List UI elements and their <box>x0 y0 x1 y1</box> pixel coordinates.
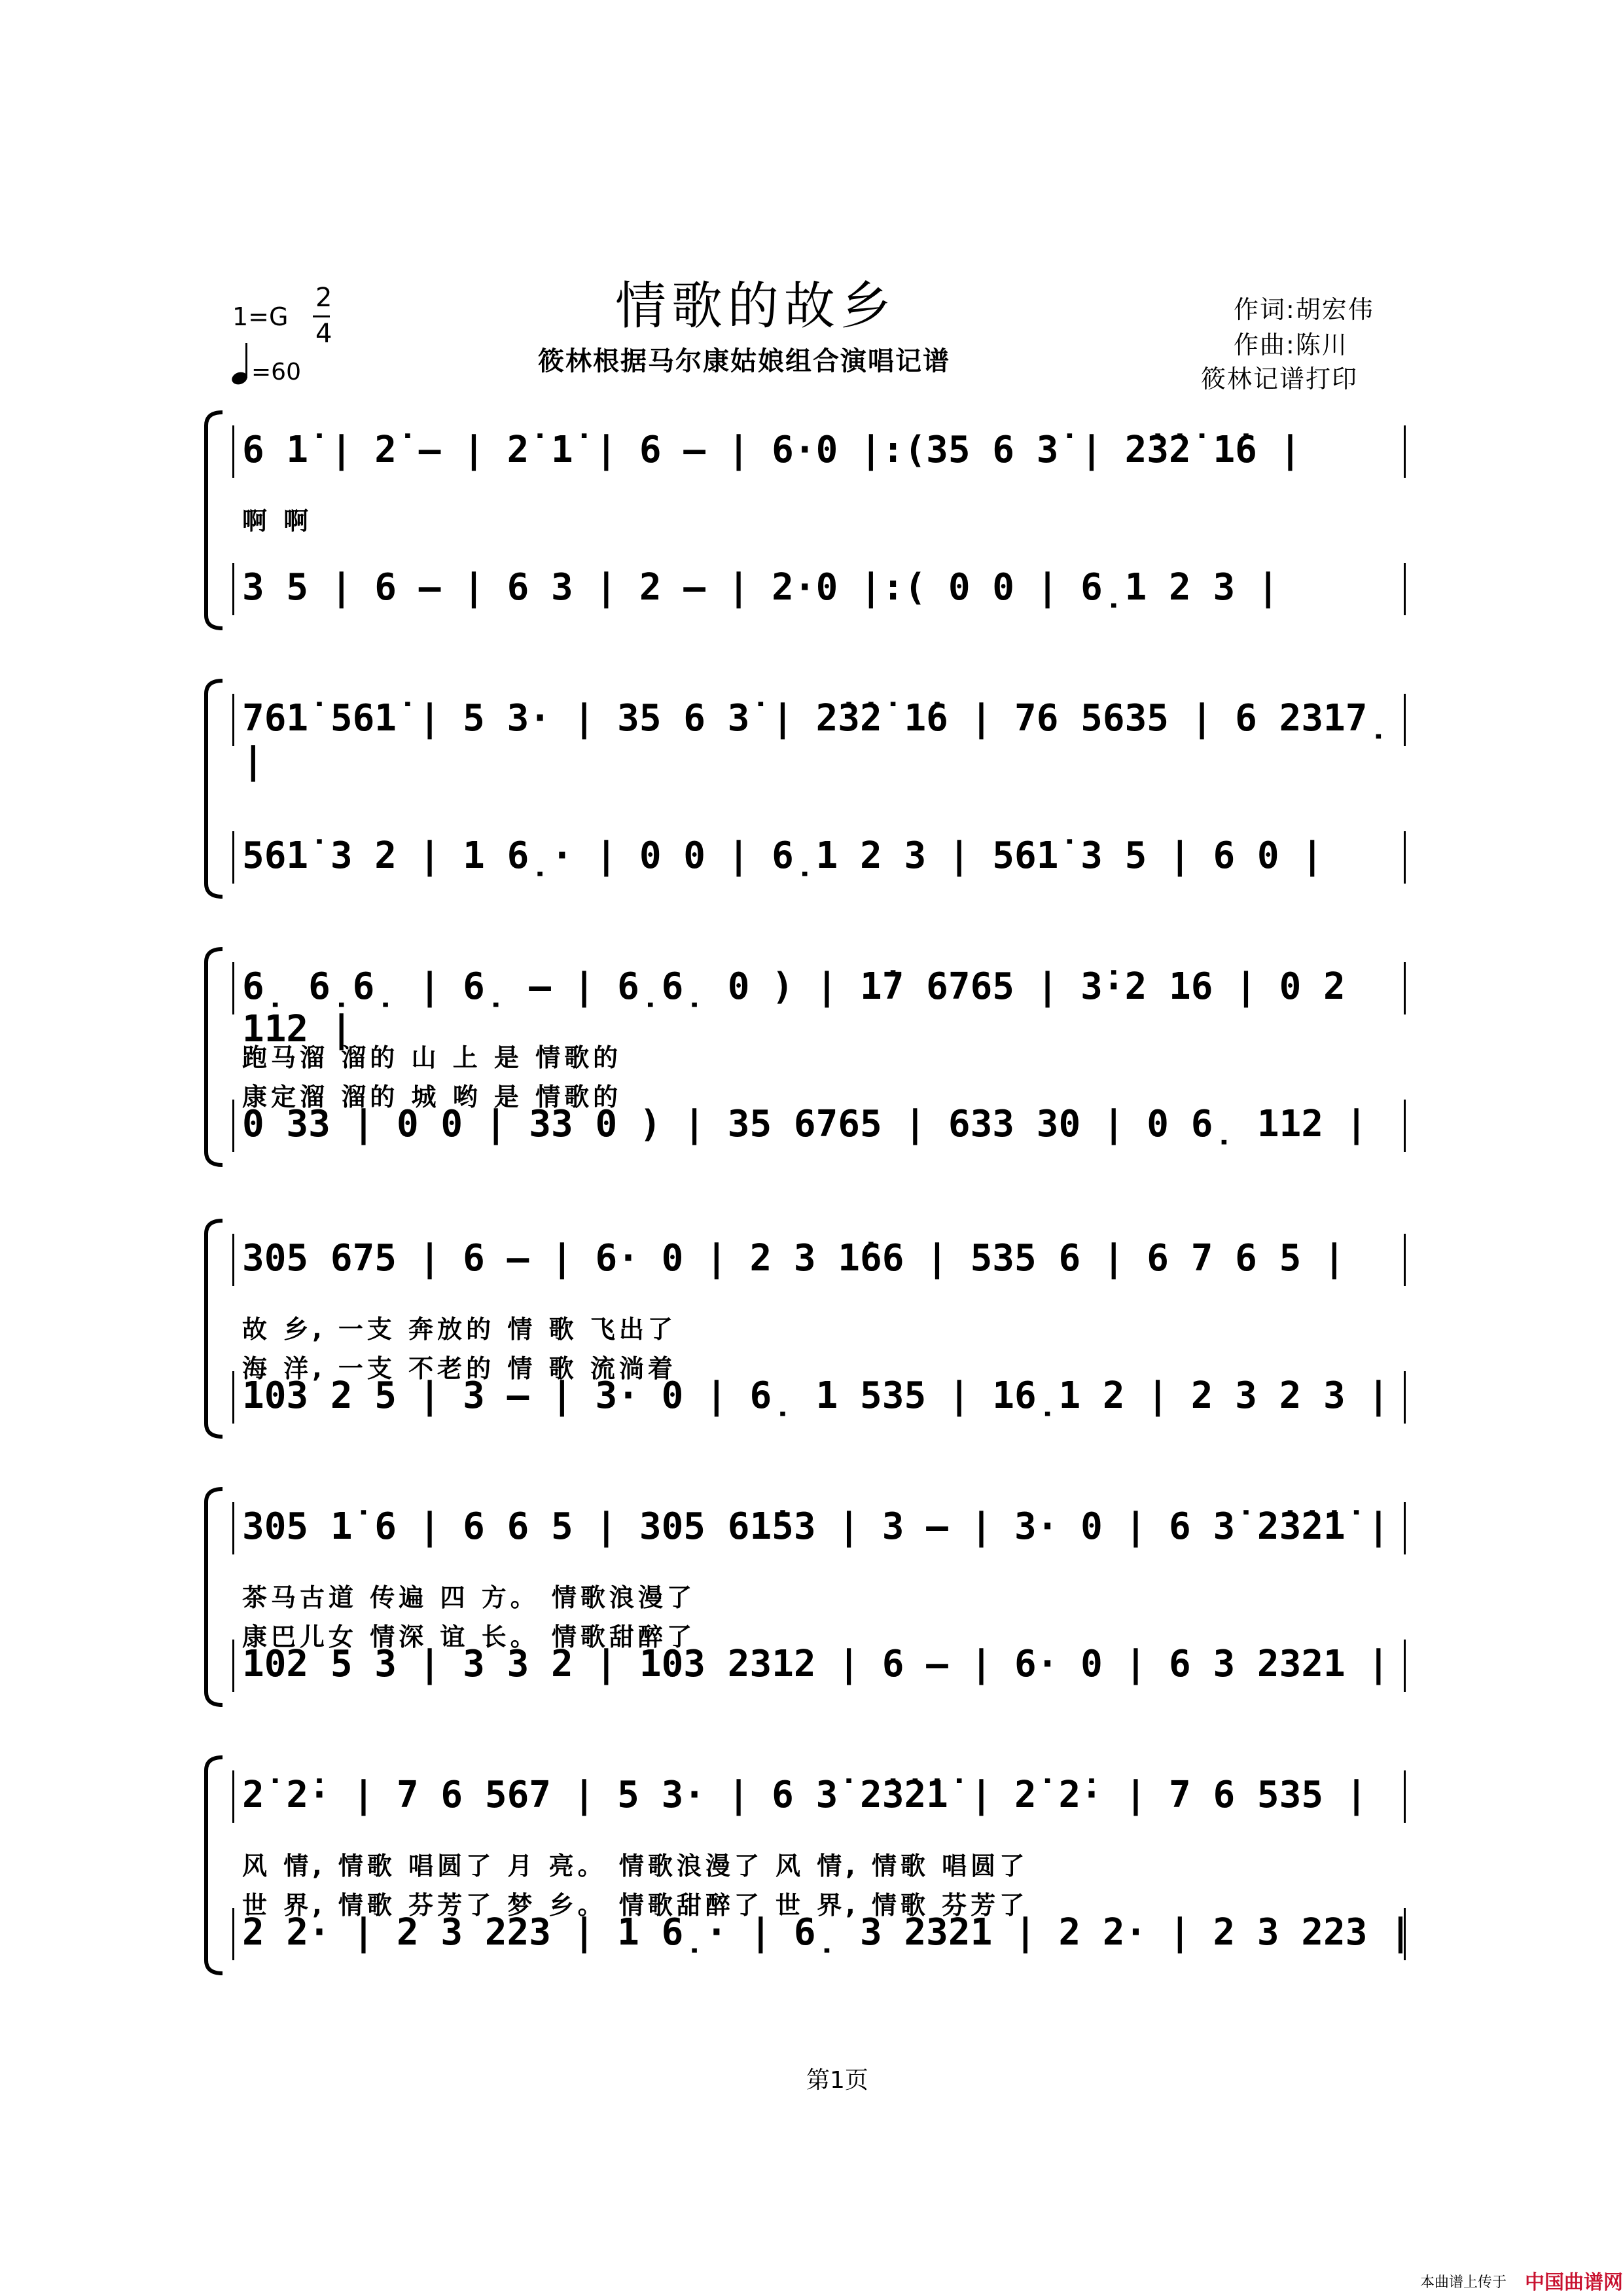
score-system <box>196 412 1427 628</box>
lyric-verse-1: 茶马古道 传遍 四 方。 情歌浪漫了 <box>242 1583 696 1612</box>
upper-voice-notes: 761̇ 561̇ | 5 3· | 35 6 3̇ | 2̇3̇2̇ 1̇6 | 76 5635 | 6 2317̣ | <box>242 697 1390 782</box>
page-title: 情歌的故乡 <box>615 277 897 336</box>
upper-voice-notes: 305 1̇ 6 | 6 6 5 | 305 61̇53 | 3 – | 3· 0 | 6 3̇ 2̇3̇2̇1̇ | <box>242 1505 1390 1548</box>
score-system <box>196 1757 1427 1973</box>
barline <box>1404 1100 1406 1152</box>
barline <box>232 1640 234 1692</box>
lower-voice-notes: 102 5 3 | 3 3 2 | 103 2312 | 6 – | 6· 0 | 6 3 2321 | <box>242 1643 1390 1685</box>
site-logo: 中国曲谱网 <box>1525 2271 1623 2294</box>
barline <box>232 1100 234 1152</box>
upper-voice-notes: 305 675 | 6 – | 6· 0 | 2 3 1̇66 | 535 6 | 6 7 6 5 | <box>242 1237 1346 1280</box>
score-system <box>196 681 1427 897</box>
lyric-verse-1: 啊 啊 <box>242 507 313 535</box>
tempo-marking: =60 <box>251 359 301 386</box>
lyric-verse-2: 世 界, 情歌 芬芳了 梦 乡。 情歌甜醉了 世 界, 情歌 芬芳了 <box>242 1891 1029 1920</box>
upper-voice-notes: 2̇ 2̇· | 7 6 567 | 5 3· | 6 3̇ 2̇3̇2̇1̇ | 2̇ 2̇· | 7 6 535 | <box>242 1774 1368 1816</box>
lyric-verse-2: 康定溜 溜的 城 哟 是 情歌的 <box>242 1083 622 1111</box>
meter-denominator: 4 <box>315 319 332 349</box>
barline <box>232 1502 234 1554</box>
lyric-verse-2: 海 洋, 一支 不老的 情 歌 流淌着 <box>242 1354 677 1383</box>
barline <box>1404 1640 1406 1692</box>
subtitle: 筱林根据马尔康姑娘组合演唱记谱 <box>538 346 950 376</box>
composer-credit: 作曲:陈川 <box>1234 331 1348 359</box>
barline <box>232 1234 234 1286</box>
barline <box>232 694 234 746</box>
meter-numerator: 2 <box>315 283 332 313</box>
barline <box>1404 425 1406 478</box>
barline <box>232 962 234 1014</box>
barline <box>1404 831 1406 884</box>
barline <box>1404 563 1406 615</box>
barline <box>232 1770 234 1823</box>
upper-voice-notes: 6̣ 6̣6̣ | 6̣ – | 6̣6̣ 0 ) | 1̇7 6765 | 3̇·2 16 | 0 2 112 | <box>242 965 1346 1050</box>
barline <box>1404 1371 1406 1424</box>
barline <box>232 563 234 615</box>
key-signature: 1=G <box>232 302 289 331</box>
lyric-verse-1: 故 乡, 一支 奔放的 情 歌 飞出了 <box>242 1315 677 1344</box>
barline <box>232 831 234 884</box>
score-system <box>196 1489 1427 1705</box>
barline <box>1404 1234 1406 1286</box>
barline <box>1404 1770 1406 1823</box>
page-number: 第1页 <box>806 2067 868 2094</box>
score-system <box>196 949 1427 1165</box>
barline <box>1404 1502 1406 1554</box>
lower-voice-notes: 561̇ 3 2 | 1 6̣· | 0 0 | 6̣1 2 3 | 561̇ 3 5 | 6 0 | <box>242 834 1324 877</box>
lyricist-credit: 作词:胡宏伟 <box>1234 295 1374 324</box>
barline <box>232 1908 234 1960</box>
lower-voice-notes: 103 2 5 | 3 – | 3· 0 | 6̣ 1 535 | 16̣1 2 | 2 3 2 3 | <box>242 1374 1390 1417</box>
lyric-verse-1: 跑马溜 溜的 山 上 是 情歌的 <box>242 1043 622 1072</box>
arranger-credit: 筱林记谱打印 <box>1201 365 1359 393</box>
lyric-verse-2: 康巴儿女 情深 谊 长。 情歌甜醉了 <box>242 1623 696 1651</box>
footer-upload-text: 本曲谱上传于 <box>1420 2274 1507 2291</box>
score-system <box>196 1221 1427 1437</box>
meter-line <box>313 315 330 317</box>
barline <box>232 1371 234 1424</box>
lower-voice-notes: 2 2· | 2 3 223 | 1 6̣· | 6̣ 3 2321 | 2 2· | 2 3 223 | <box>242 1911 1412 1954</box>
lyric-verse-1: 风 情, 情歌 唱圆了 月 亮。 情歌浪漫了 风 情, 情歌 唱圆了 <box>242 1852 1029 1880</box>
lower-voice-notes: 3 5 | 6 – | 6 3 | 2 – | 2·0 |:( 0 0 | 6̣1 2 3 | <box>242 566 1279 609</box>
lower-voice-notes: 0 33 | 0 0 | 33 0 ) | 35 6765 | 633 30 | 0 6̣ 112 | <box>242 1103 1368 1145</box>
upper-voice-notes: 6 1̇ | 2̇ – | 2̇ 1̇ | 6 – | 6·0 |:(35 6 3̇ | 2̇3̇2̇ 1̇6 | <box>242 429 1302 471</box>
barline <box>232 425 234 478</box>
